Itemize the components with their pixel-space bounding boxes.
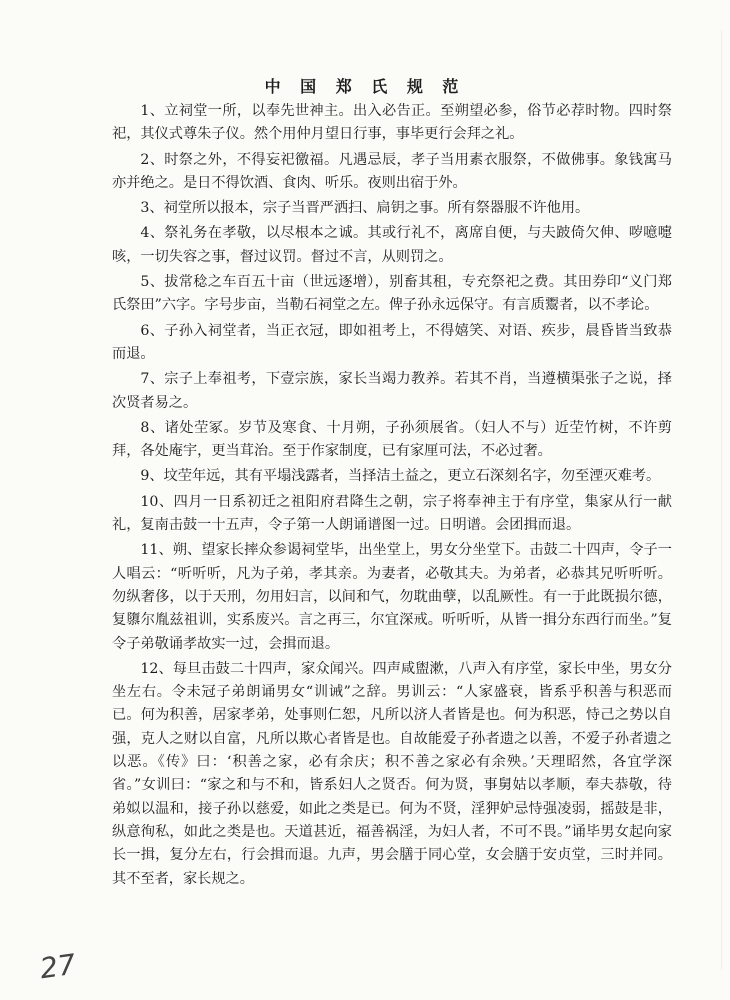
rule-paragraph-4: 4、祭礼务在孝敬，以尽根本之诚。其或行礼不，离席自便，与夫跛倚欠伸、哕噫嚏咳，一切失容之事，督过议罚。督过不言，从则罚之。 [112, 225, 672, 265]
scan-edge [721, 30, 722, 970]
page-title: 中 国 郑 氏 规 范 [264, 77, 466, 96]
rule-paragraph-2: 2、时祭之外，不得妄祀徼福。凡遇忌辰，孝子当用素衣服祭，不做佛事。象钱寓马亦并绝之。是日不得饮酒、食肉、听乐。夜则出宿于外。 [112, 151, 672, 191]
rule-paragraph-3: 3、祠堂所以报本，宗子当晋严洒扫、扃钥之事。所有祭器服不许他用。 [140, 200, 590, 217]
rule-paragraph-1: 1、立祠堂一所，以奉先世神主。出入必告正。至朔望必参，俗节必荐时物。四时祭祀，其仪式尊朱子仪。然个用仲月望日行事，事毕更行会拜之礼。 [112, 103, 672, 143]
rule-paragraph-7: 7、宗子上奉祖考，下壹宗族，家长当竭力教养。若其不肖，当遵横渠张子之说，择次贤者易之。 [112, 371, 672, 411]
rule-paragraph-12: 12、每旦击鼓二十四声，家众闻兴。四声咸盥漱，八声入有序堂，家长中坐，男女分坐左右。令未冠子弟朗诵男女“训诫”之辞。男训云：“人家盛衰，皆系乎积善与积恶而已。何为积善，居家孝弟，处事则仁恕，凡所以济人者皆是也。何为积恶，恃己之势以自强，克人之财以自富，凡所以欺心者皆是也。自故能爱子孙者遗之以善，不爱子孙者遗之以恶。《传》曰：‘积善之家，必有余庆；积不善之家必有余殃。’天理昭然，各宜学深省。”女训曰：“家之和与不和，皆系妇人之贤否。何为贤，事舅姑以孝顺，奉夫恭敬，待弟姒以温和，接子孙以慈爱，如此之类是已。何为不贤，淫狎妒忌恃强凌弱，摇鼓是非，纵意徇私，如此之类是也。天道甚近，福善祸淫，为妇人者，不可不畏。”诵毕男女起向家长一揖，复分左右，行会揖而退。九声，男会膳于同心堂，女会膳于安贞堂，三时并同。其不至者，家长规之。 [112, 660, 672, 887]
page-number: 27 [37, 947, 78, 986]
rule-paragraph-9: 9、坟茔年远，其有平塌浅露者，当择洁土益之，更立石深刻名字，勿至湮灭难考。 [140, 468, 661, 485]
rule-paragraph-8: 8、诸处茔冢。岁节及寒食、十月朔，子孙须展省。（妇人不与）近茔竹树，不许剪拜，各处庵宇，更当茸治。至于作家制度，已有家厘可法，不必过奢。 [112, 419, 672, 460]
rule-paragraph-6: 6、子孙入祠堂者，当正衣冠，即如祖考上，不得嬉笑、对语、疾步，晨昏皆当致恭而退。 [112, 322, 672, 362]
rule-paragraph-5: 5、拔常稔之车百五十亩（世远逐增），别畜其租，专充祭祀之费。其田券印“义门郑氏祭田”六字。字号步亩，当勒石祠堂之左。俾子孙永远保守。有言质鬻者，以不孝论。 [112, 274, 672, 314]
document-body [112, 100, 672, 893]
rule-paragraph-10: 10、四月一日系初迁之祖阳府君降生之朝，宗子将奉神主于有序堂，集家从行一献礼，复南击鼓一十五声，令子第一人朗诵谱图一过。日明谱。会团揖而退。 [112, 493, 672, 534]
rule-paragraph-11: 11、朔、望家长摔众参谒祠堂毕，出坐堂上，男女分坐堂下。击鼓二十四声，令子一人唱云：“听听听，凡为子弟，孝其亲。为妻者，必敬其夫。为弟者，必恭其兄听听听。勿纵奢侈，以于天刑，勿用妇言，以间和气，勿耽曲孽，以乱厥性。有一于此既损尔德，复隳尔胤兹祖训，实系废兴。言之再三，尔宜深戒。听听听，从皆一揖分东西行而坐。”复令子弟敬诵孝故实一过，会揖而退。 [112, 542, 672, 652]
